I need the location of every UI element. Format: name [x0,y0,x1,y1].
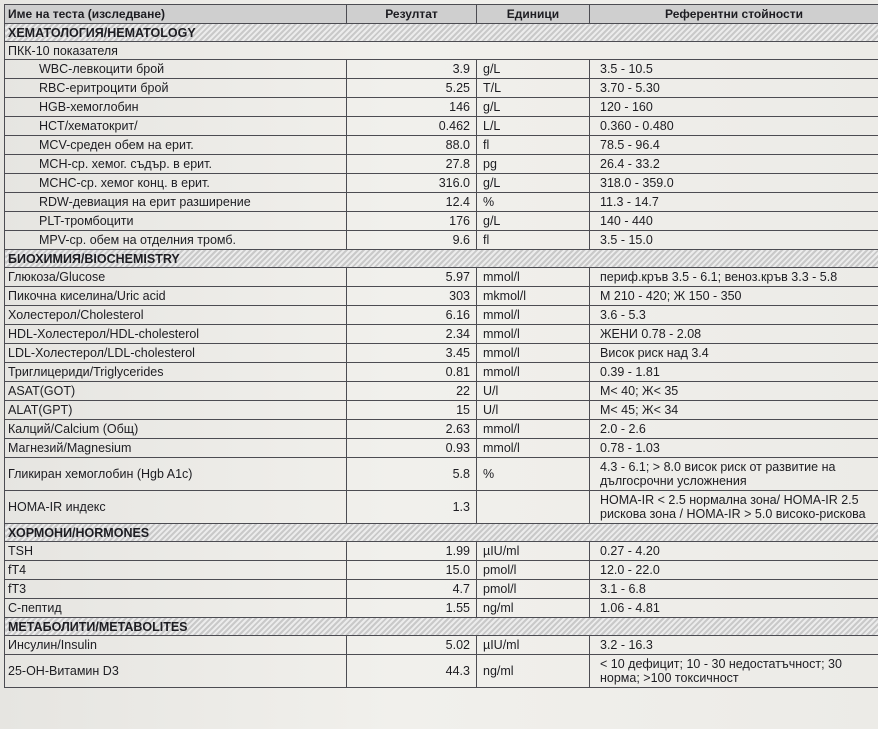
section-hormones [5,524,878,542]
test-result: 0.81 [347,363,477,382]
test-result: 146 [347,98,477,117]
table-row [5,117,878,136]
section-title: ХЕМАТОЛОГИЯ/HEMATOLOGY [5,24,878,42]
table-row [5,306,878,325]
test-reference [590,458,878,491]
test-reference [590,491,878,524]
test-name: RBC-еритроцити брой [5,79,347,98]
test-result: 176 [347,212,477,231]
table-row [5,636,878,655]
test-unit: T/L [477,79,590,98]
test-unit: µIU/ml [477,542,590,561]
test-name: Триглицериди/Triglycerides [5,363,347,382]
test-unit: µIU/ml [477,636,590,655]
test-unit: g/L [477,174,590,193]
test-name: HCT/хематокрит/ [5,117,347,136]
test-result: 15.0 [347,561,477,580]
section-title: ХОРМОНИ/HORMONES [5,524,878,542]
test-reference: 140 - 440 [590,212,878,231]
test-result: 27.8 [347,155,477,174]
test-reference: периф.кръв 3.5 - 6.1; веноз.кръв 3.3 - 5.8 [590,268,878,287]
test-name: PLT-тромбоцити [5,212,347,231]
test-name: LDL-Холестерол/LDL-cholesterol [5,344,347,363]
test-name: MCV-среден обем на ерит. [5,136,347,155]
reference-line: норма; >100 токсичност [600,671,739,685]
test-unit: g/L [477,212,590,231]
test-name: fT4 [5,561,347,580]
section-hematology [5,24,878,42]
reference-line: дългосрочни усложнения [600,474,747,488]
test-unit: mmol/l [477,306,590,325]
test-name: Холестерол/Cholesterol [5,306,347,325]
table-row [5,231,878,250]
table-row [5,401,878,420]
test-result: 22 [347,382,477,401]
test-name: Глюкоза/Glucose [5,268,347,287]
table-row [5,344,878,363]
test-result: 12.4 [347,193,477,212]
test-name: ALAT(GPT) [5,401,347,420]
test-reference: 0.27 - 4.20 [590,542,878,561]
table-row [5,60,878,79]
test-result: 4.7 [347,580,477,599]
test-reference: 318.0 - 359.0 [590,174,878,193]
test-unit: % [477,193,590,212]
test-result: 3.45 [347,344,477,363]
reference-line: < 10 дефицит; 10 - 30 недостатъчност; 30 [600,657,842,671]
test-result: 9.6 [347,231,477,250]
table-row [5,79,878,98]
table-row [5,363,878,382]
table-row [5,98,878,117]
test-name: fT3 [5,580,347,599]
header-reference: Референтни стойности [590,5,878,24]
table-row [5,136,878,155]
header-units: Единици [477,5,590,24]
table-row [5,174,878,193]
table-row [5,542,878,561]
table-row [5,382,878,401]
test-name: MPV-ср. обем на отделния тромб. [5,231,347,250]
test-result: 6.16 [347,306,477,325]
test-name: HDL-Холестерол/HDL-cholesterol [5,325,347,344]
test-unit: g/L [477,60,590,79]
test-result: 5.02 [347,636,477,655]
header-test-name: Име на теста (изследване) [5,5,347,24]
reference-line: HOMA-IR < 2.5 нормална зона/ HOMA-IR 2.5 [600,493,859,507]
table-row [5,325,878,344]
test-reference: M< 45; Ж< 34 [590,401,878,420]
test-result: 3.9 [347,60,477,79]
test-unit: g/L [477,98,590,117]
test-reference: 3.5 - 10.5 [590,60,878,79]
test-result: 2.34 [347,325,477,344]
test-name: 25-OH-Витамин D3 [5,655,347,688]
test-name: ASAT(GOT) [5,382,347,401]
test-unit: mmol/l [477,420,590,439]
test-unit: pmol/l [477,561,590,580]
test-unit: mmol/l [477,325,590,344]
table-row [5,193,878,212]
test-unit: L/L [477,117,590,136]
test-unit: U/l [477,401,590,420]
test-result: 5.97 [347,268,477,287]
test-unit: mmol/l [477,363,590,382]
subsection-title: ПКК-10 показателя [5,42,878,60]
test-unit [477,491,590,524]
test-reference: 3.1 - 6.8 [590,580,878,599]
test-reference: 78.5 - 96.4 [590,136,878,155]
table-row [5,491,878,524]
reference-line: рискова зона / HOMA-IR > 5.0 високо-рискова [600,507,866,521]
test-name: Магнезий/Magnesium [5,439,347,458]
test-name: Калций/Calcium (Общ) [5,420,347,439]
test-result: 316.0 [347,174,477,193]
lab-results-table [4,4,878,688]
test-unit: ng/ml [477,655,590,688]
test-reference: М 210 - 420; Ж 150 - 350 [590,287,878,306]
test-reference [590,655,878,688]
test-result: 15 [347,401,477,420]
test-unit: pmol/l [477,580,590,599]
test-reference: 3.5 - 15.0 [590,231,878,250]
test-result: 0.93 [347,439,477,458]
test-name: WBC-левкоцити брой [5,60,347,79]
table-row [5,420,878,439]
test-unit: mmol/l [477,268,590,287]
test-name: MCHC-ср. хемог конц. в ерит. [5,174,347,193]
test-unit: fl [477,136,590,155]
test-name: С-пептид [5,599,347,618]
table-row [5,580,878,599]
section-metabolites [5,618,878,636]
table-row [5,212,878,231]
test-result: 303 [347,287,477,306]
test-unit: % [477,458,590,491]
subsection-cbc [5,42,878,60]
test-name: Инсулин/Insulin [5,636,347,655]
test-unit: pg [477,155,590,174]
test-unit: ng/ml [477,599,590,618]
test-result: 1.3 [347,491,477,524]
table-row [5,599,878,618]
test-result: 2.63 [347,420,477,439]
test-unit: mmol/l [477,344,590,363]
test-result: 0.462 [347,117,477,136]
test-reference: 3.70 - 5.30 [590,79,878,98]
test-result: 88.0 [347,136,477,155]
test-unit: fl [477,231,590,250]
test-reference: 0.39 - 1.81 [590,363,878,382]
section-title: БИОХИМИЯ/BIOCHEMISTRY [5,250,878,268]
test-unit: mkmol/l [477,287,590,306]
test-reference: ЖЕНИ 0.78 - 2.08 [590,325,878,344]
test-unit: mmol/l [477,439,590,458]
test-reference: 3.6 - 5.3 [590,306,878,325]
test-reference: M< 40; Ж< 35 [590,382,878,401]
table-row [5,655,878,688]
test-name: HGB-хемоглобин [5,98,347,117]
test-result: 5.8 [347,458,477,491]
table-row [5,268,878,287]
test-reference: 3.2 - 16.3 [590,636,878,655]
table-row [5,458,878,491]
test-reference: 2.0 - 2.6 [590,420,878,439]
test-name: HOMA-IR индекс [5,491,347,524]
test-reference: 1.06 - 4.81 [590,599,878,618]
test-name: TSH [5,542,347,561]
test-reference: 26.4 - 33.2 [590,155,878,174]
test-reference: 11.3 - 14.7 [590,193,878,212]
test-name: Гликиран хемоглобин (Hgb A1c) [5,458,347,491]
test-reference: 0.360 - 0.480 [590,117,878,136]
test-result: 5.25 [347,79,477,98]
test-reference: 0.78 - 1.03 [590,439,878,458]
table-row [5,155,878,174]
section-biochemistry [5,250,878,268]
test-reference: Висок риск над 3.4 [590,344,878,363]
table-row [5,561,878,580]
test-name: MCH-ср. хемог. съдър. в ерит. [5,155,347,174]
test-result: 44.3 [347,655,477,688]
test-reference: 12.0 - 22.0 [590,561,878,580]
test-result: 1.55 [347,599,477,618]
header-result: Резултат [347,5,477,24]
reference-line: 4.3 - 6.1; > 8.0 висок риск от развитие на [600,460,836,474]
table-row [5,287,878,306]
test-name: RDW-девиация на ерит разширение [5,193,347,212]
test-name: Пикочна киселина/Uric acid [5,287,347,306]
test-result: 1.99 [347,542,477,561]
section-title: МЕТАБОЛИТИ/METABOLITES [5,618,878,636]
test-reference: 120 - 160 [590,98,878,117]
test-unit: U/l [477,382,590,401]
table-header-row [5,5,878,24]
table-row [5,439,878,458]
